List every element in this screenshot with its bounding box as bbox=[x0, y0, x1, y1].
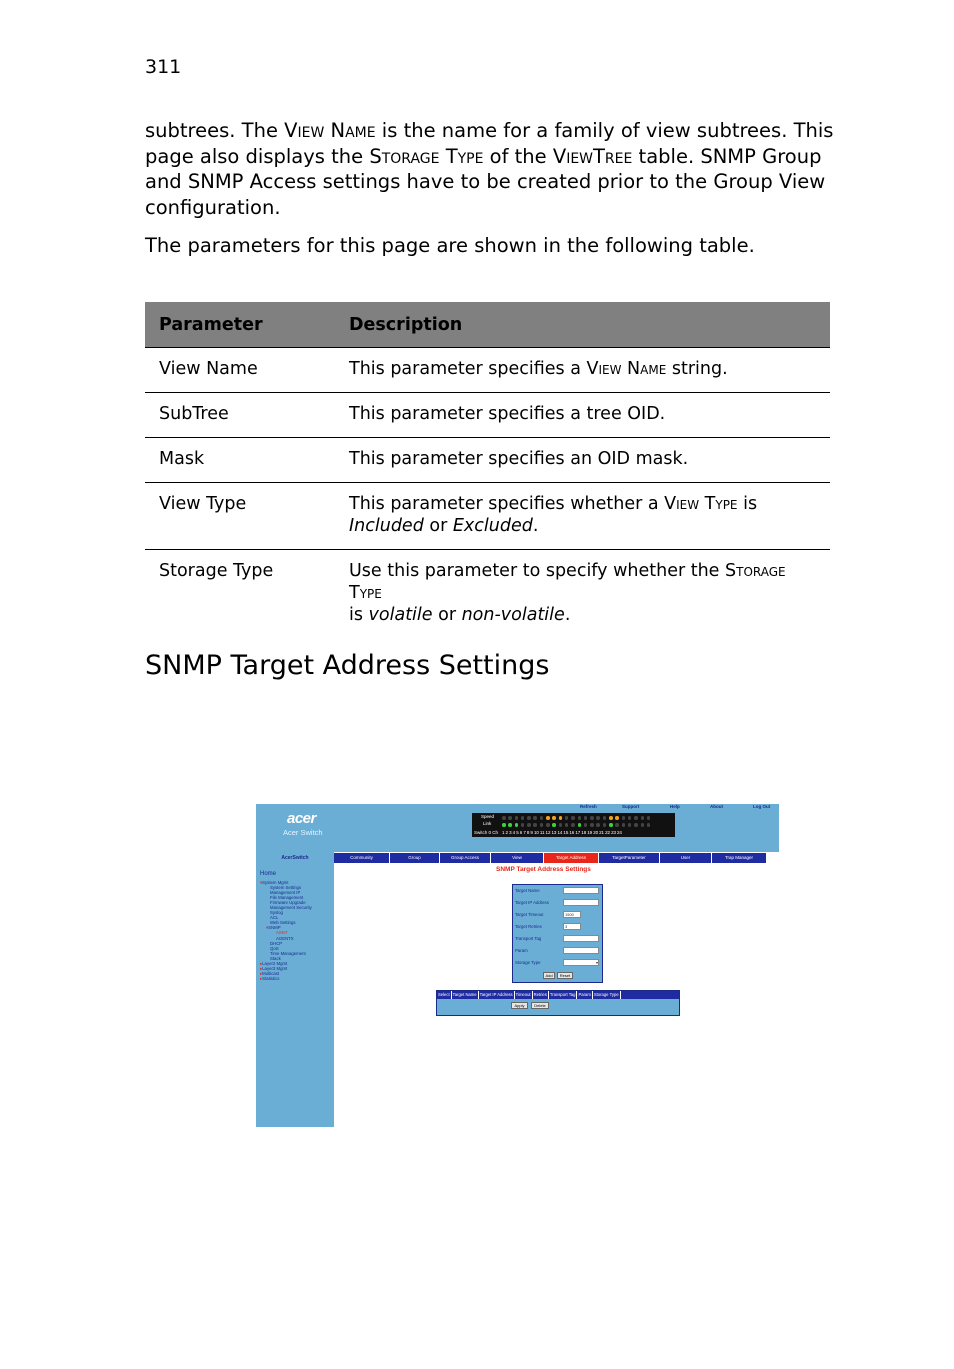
page-number: 311 bbox=[145, 56, 182, 78]
param-cell: View Name bbox=[145, 348, 335, 393]
about-link[interactable]: About bbox=[710, 804, 723, 809]
chevron-down-icon: ▾ bbox=[595, 960, 598, 965]
field-label: Storage Type bbox=[515, 960, 541, 965]
port-led bbox=[603, 816, 607, 820]
port-led bbox=[596, 823, 600, 827]
column-header-description: Description bbox=[335, 302, 830, 348]
port-led bbox=[615, 823, 619, 827]
table-header-row bbox=[145, 302, 830, 348]
sidebar-item[interactable]: ASNT bbox=[276, 930, 288, 936]
port-led bbox=[559, 816, 563, 820]
port-led bbox=[521, 823, 525, 827]
field-label: Target Retries bbox=[515, 924, 542, 929]
table-row bbox=[145, 348, 830, 393]
sidebar-item[interactable]: ▸Layer2 Mgmt bbox=[260, 960, 288, 966]
port-led bbox=[571, 816, 575, 820]
tab-trap-manager[interactable]: Trap Manager bbox=[712, 853, 767, 863]
description-cell: This parameter specifies an OID mask. bbox=[335, 438, 830, 483]
sidebar-item[interactable]: Web Settings bbox=[270, 920, 296, 926]
port-led bbox=[622, 823, 626, 827]
tab-user[interactable]: User bbox=[660, 853, 712, 863]
sidebar-tree bbox=[260, 880, 312, 981]
port-led bbox=[559, 823, 563, 827]
port-led bbox=[634, 823, 638, 827]
sidebar-item[interactable]: ▸Layer3 Mgmt bbox=[260, 965, 288, 971]
port-led bbox=[533, 823, 537, 827]
port-led bbox=[609, 823, 613, 827]
tab-bar bbox=[256, 852, 779, 865]
add-button[interactable]: Add bbox=[543, 972, 555, 979]
target-address-table bbox=[436, 990, 680, 1016]
port-led bbox=[527, 823, 531, 827]
port-led bbox=[540, 816, 544, 820]
sidebar-item[interactable]: Syslog bbox=[270, 910, 283, 916]
field-label: Transport Tag bbox=[515, 936, 542, 941]
sidebar-item[interactable]: AGENTX bbox=[276, 935, 294, 941]
param-cell: Mask bbox=[145, 438, 335, 483]
port-led bbox=[546, 823, 550, 827]
help-link[interactable]: Help bbox=[670, 804, 680, 809]
sidebar-item[interactable]: ACL bbox=[270, 915, 279, 921]
description-cell: This parameter specifies a View Name string. bbox=[335, 348, 830, 393]
port-led bbox=[502, 823, 506, 827]
port-led bbox=[641, 823, 645, 827]
port-led bbox=[628, 816, 632, 820]
sidebar-item[interactable]: DHCP bbox=[270, 940, 283, 946]
column-header-parameter: Parameter bbox=[145, 302, 335, 348]
port-led bbox=[634, 816, 638, 820]
port-led bbox=[641, 816, 645, 820]
apply-button[interactable]: Apply bbox=[511, 1002, 528, 1009]
reset-button[interactable]: Reset bbox=[557, 972, 573, 979]
param-cell: Storage Type bbox=[159, 561, 274, 581]
port-led bbox=[546, 816, 550, 820]
port-led bbox=[502, 816, 506, 820]
port-led bbox=[647, 816, 651, 820]
target-timeout-input[interactable]: 1500 bbox=[563, 911, 581, 918]
port-led bbox=[584, 816, 588, 820]
param-input[interactable] bbox=[563, 947, 599, 954]
sidebar-item[interactable]: Firmware Upgrade bbox=[270, 900, 306, 906]
embedded-screenshot bbox=[256, 804, 779, 1127]
table-row bbox=[145, 483, 830, 550]
sidebar-item[interactable]: System Settings bbox=[270, 885, 302, 891]
column-header: Retries bbox=[533, 992, 547, 997]
port-led bbox=[571, 823, 575, 827]
table-header bbox=[437, 991, 679, 999]
sidebar-item[interactable]: ▾SNMP bbox=[266, 925, 281, 931]
port-led bbox=[540, 823, 544, 827]
column-header: Transport Tag bbox=[549, 992, 576, 997]
sidebar-item[interactable]: ▸Statistics bbox=[260, 975, 280, 981]
link-label: Link bbox=[483, 821, 492, 826]
field-label: Target IP Address bbox=[515, 900, 549, 905]
target-address-form bbox=[512, 884, 603, 983]
acer-logo: acer bbox=[287, 810, 316, 827]
support-link[interactable]: Support bbox=[622, 804, 640, 809]
port-led bbox=[647, 823, 651, 827]
port-led bbox=[508, 823, 512, 827]
logout-link[interactable]: Log Out bbox=[753, 804, 771, 809]
intro-paragraph-2: The parameters for this page are shown in the following table. bbox=[145, 234, 755, 257]
tab-community[interactable]: Community bbox=[334, 853, 390, 863]
link-leds bbox=[502, 823, 650, 827]
param-cell: View Type bbox=[145, 483, 335, 550]
sidebar-item[interactable]: ▸Multicast bbox=[260, 970, 280, 976]
sidebar-item[interactable]: File Management bbox=[270, 895, 304, 901]
tab-target-address[interactable]: Target Address bbox=[544, 853, 599, 863]
sidebar bbox=[256, 865, 334, 1127]
screenshot-header bbox=[256, 804, 779, 852]
port-led bbox=[521, 816, 525, 820]
column-header: Storage Type bbox=[593, 992, 619, 997]
tab-group[interactable]: Group bbox=[390, 853, 440, 863]
transport-tag-input[interactable] bbox=[563, 935, 599, 942]
sidebar-item[interactable]: Time Management bbox=[270, 950, 306, 956]
target-retries-input[interactable]: 3 bbox=[563, 923, 581, 930]
sidebar-home[interactable]: Home bbox=[260, 871, 277, 877]
port-led bbox=[578, 823, 582, 827]
delete-button[interactable]: Delete bbox=[531, 1002, 549, 1009]
sidebar-item[interactable]: Stack bbox=[270, 955, 281, 961]
port-led bbox=[515, 816, 519, 820]
field-label: Target Name bbox=[515, 888, 540, 893]
port-led bbox=[552, 823, 556, 827]
logo-subtitle: Acer Switch bbox=[283, 828, 323, 837]
port-led bbox=[527, 816, 531, 820]
storage-type-select[interactable] bbox=[563, 959, 599, 966]
section-title: SNMP Target Address Settings bbox=[145, 650, 550, 681]
refresh-link[interactable]: Refresh bbox=[580, 804, 597, 809]
port-led bbox=[584, 823, 588, 827]
intro-paragraph: subtrees. The View Name is the name for a family of view subtrees. This page also displays the Storage Type of the ViewTree table. SNMP Group and SNMP Access settings have to be created prior to the Group View configuration. bbox=[145, 119, 834, 219]
parameter-table bbox=[145, 302, 830, 638]
port-led bbox=[565, 816, 569, 820]
field-label: Param bbox=[515, 948, 528, 953]
port-led bbox=[590, 823, 594, 827]
port-led bbox=[515, 823, 519, 827]
port-led bbox=[596, 816, 600, 820]
sidebar-item[interactable]: ▾System Mgmt bbox=[260, 880, 289, 885]
table-row bbox=[145, 393, 830, 438]
description-cell: This parameter specifies whether a View Type is Included or Excluded. bbox=[335, 483, 830, 550]
column-header: Target IP Address bbox=[479, 992, 513, 997]
port-led bbox=[533, 816, 537, 820]
table-row bbox=[145, 438, 830, 483]
column-header: Param bbox=[578, 992, 591, 997]
port-led bbox=[590, 816, 594, 820]
column-header: Target Name bbox=[452, 992, 477, 997]
sidebar-item[interactable]: QoS bbox=[270, 945, 279, 951]
tab-acerswitch[interactable]: AcerSwitch bbox=[256, 852, 334, 865]
port-led bbox=[552, 816, 556, 820]
port-status-panel bbox=[472, 813, 675, 837]
port-numbers: 1 2 3 4 5 6 7 8 9 10 11 12 13 14 15 16 17 18 19 20 21 22 23 24 bbox=[502, 830, 622, 835]
description-cell: Use this parameter to specify whether the Storage Type is volatile or non-volatile. bbox=[349, 561, 786, 625]
speed-label: Speed bbox=[481, 814, 495, 819]
port-led bbox=[628, 823, 632, 827]
column-header: Timeout bbox=[515, 992, 531, 997]
column-header: Select bbox=[438, 992, 450, 997]
tab-group-access[interactable]: Group Access bbox=[440, 853, 491, 863]
tab-target-parameter[interactable]: TargetParameter bbox=[599, 853, 660, 863]
port-led bbox=[578, 816, 582, 820]
port-led bbox=[565, 823, 569, 827]
tab-view[interactable]: View bbox=[491, 853, 544, 863]
port-led bbox=[615, 816, 619, 820]
field-label: Target Timeout bbox=[515, 912, 544, 917]
description-cell: This parameter specifies a tree OID. bbox=[335, 393, 830, 438]
port-led bbox=[622, 816, 626, 820]
port-led bbox=[609, 816, 613, 820]
port-led bbox=[508, 816, 512, 820]
target-name-input[interactable] bbox=[563, 887, 599, 894]
speed-leds bbox=[502, 816, 650, 820]
sidebar-item[interactable]: Management Security bbox=[270, 905, 312, 911]
content-title: SNMP Target Address Settings bbox=[496, 866, 591, 873]
switch-label: Switch 0 Ch bbox=[474, 830, 499, 835]
param-cell: SubTree bbox=[145, 393, 335, 438]
sidebar-item[interactable]: Management IP bbox=[270, 890, 301, 896]
port-led bbox=[603, 823, 607, 827]
table-row bbox=[145, 550, 830, 639]
target-ip-input[interactable] bbox=[563, 899, 599, 906]
